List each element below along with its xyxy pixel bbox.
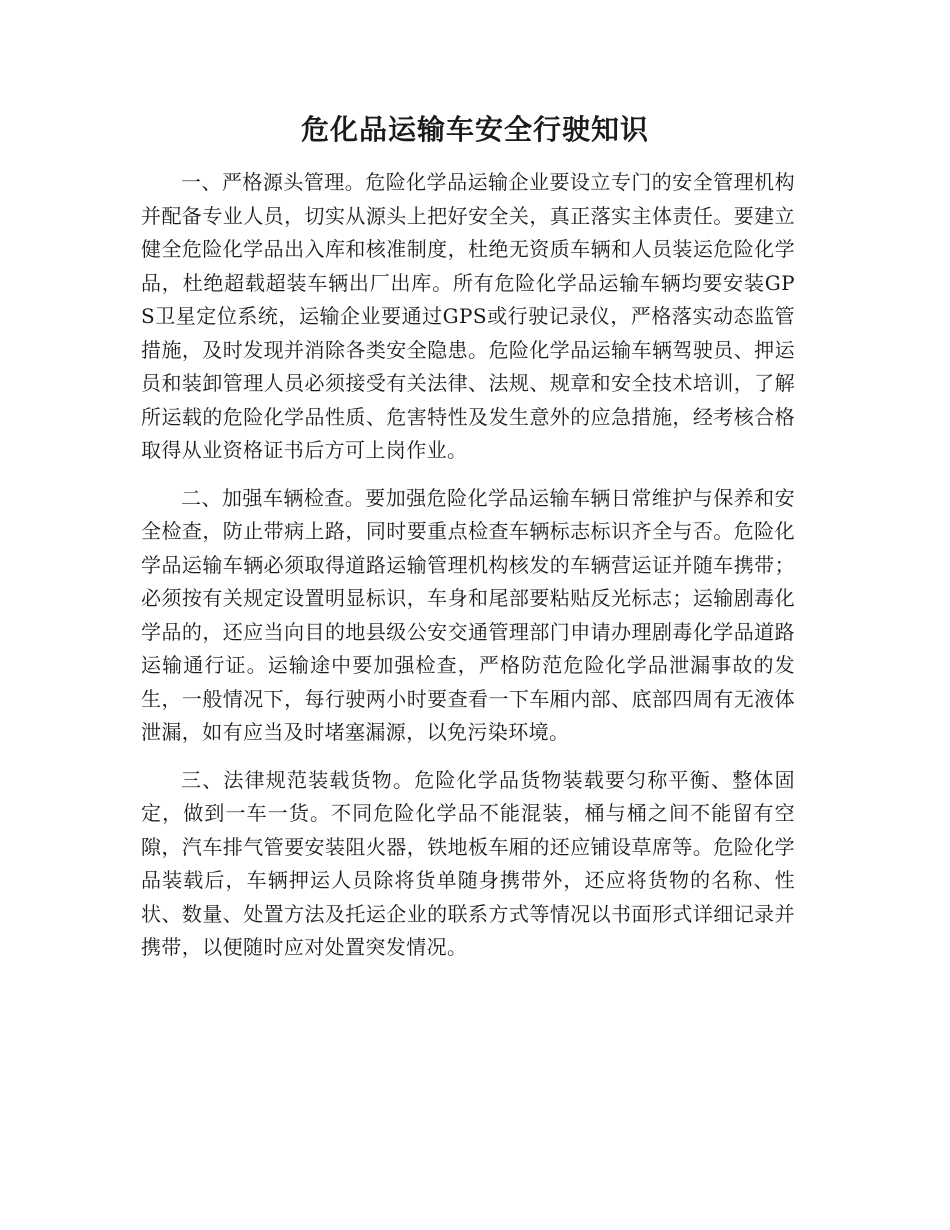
paragraph-vehicle-inspection: 二、加强车辆检查。要加强危险化学品运输车辆日常维护与保养和安全检查，防止带病上路，同时要重点检查车辆标志标识齐全与否。危险化学品运输车辆必须取得道路运输管理机构核发的车辆营运证并随车携带；必须按有关规定设置明显标识，车身和尾部要粘贴反光标志；运输剧毒化学品的，还应当向目的地县级公安交通管理部门申请办理剧毒化学品道路运输通行证。运输途中要加强检查，严格防范危险化学品泄漏事故的发生，一般情况下，每行驶两小时要查看一下车厢内部、底部四周有无液体泄漏，如有应当及时堵塞漏源，以免污染环境。: [141, 485, 795, 744]
paragraph-source-management: 一、严格源头管理。危险化学品运输企业要设立专门的安全管理机构并配备专业人员，切实从源头上把好安全关，真正落实主体责任。要建立健全危险化学品出入库和核准制度，杜绝无资质车辆和人员装运危险化学品，杜绝超载超装车辆出厂出库。所有危险化学品运输车辆均要安装GPS卫星定位系统，运输企业要通过GPS或行驶记录仪，严格落实动态监管措施，及时发现并消除各类安全隐患。危险化学品运输车辆驾驶员、押运员和装卸管理人员必须接受有关法律、法规、规章和安全技术培训，了解所运载的危险化学品性质、危害特性及发生意外的应急措施，经考核合格取得从业资格证书后方可上岗作业。: [141, 170, 795, 462]
document-title: 危化品运输车安全行驶知识: [300, 113, 649, 146]
paragraph-cargo-loading: 三、法律规范装载货物。危险化学品货物装载要匀称平衡、整体固定，做到一车一货。不同危险化学品不能混装，桶与桶之间不能留有空隙，汽车排气管要安装阻火器，铁地板车厢的还应铺设草席等。危险化学品装载后，车辆押运人员除将货单随身携带外，还应将货物的名称、性状、数量、处置方法及托运企业的联系方式等情况以书面形式详细记录并携带，以便随时应对处置突发情况。: [141, 767, 795, 959]
document-body: [141, 166, 795, 965]
